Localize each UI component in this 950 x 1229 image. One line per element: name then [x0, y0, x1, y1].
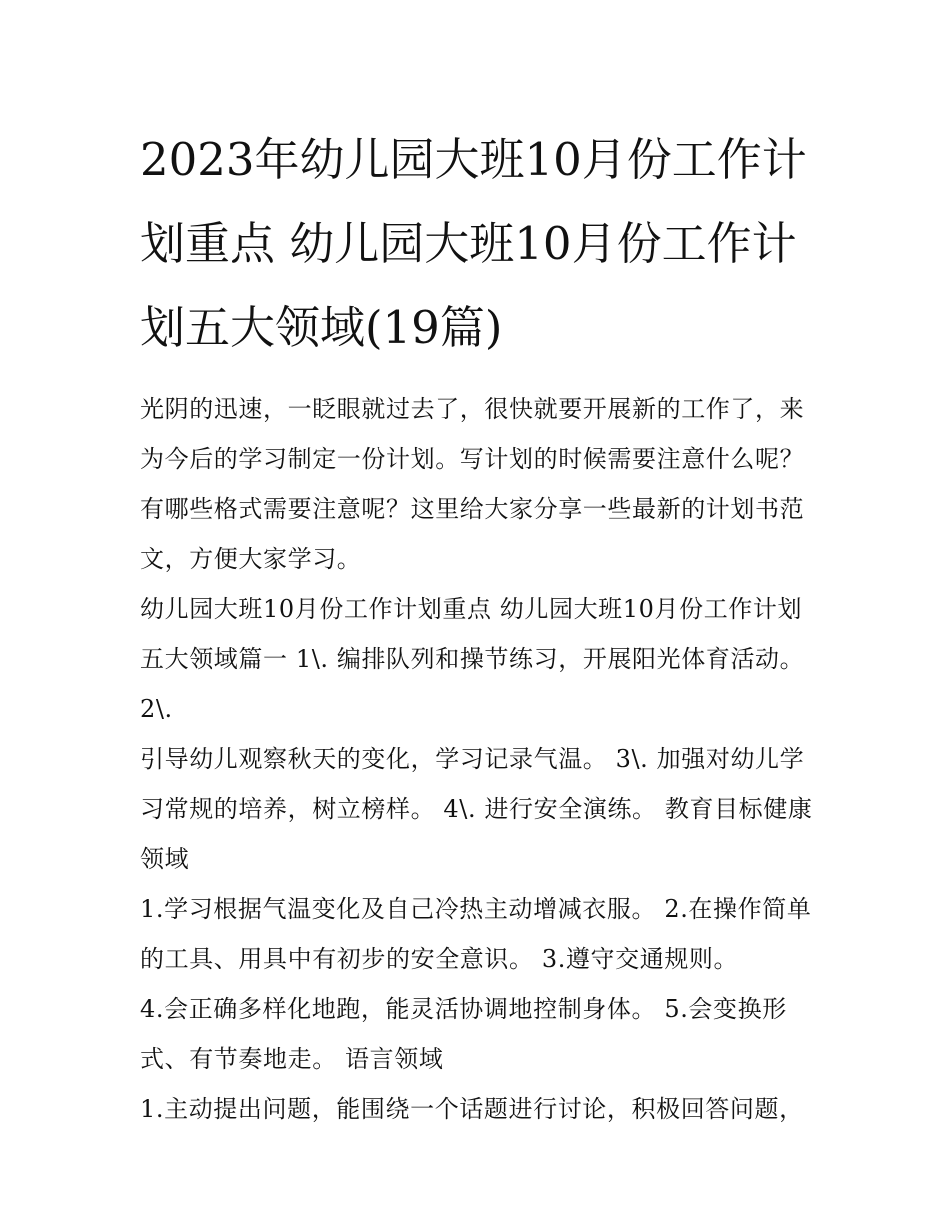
paragraph-health-1: 1.学习根据气温变化及自己冷热主动增减衣服。 2.在操作简单的工具、用具中有初步的安全意识。 3.遵守交通规则。 [140, 895, 812, 973]
paragraph-language-1: 1.主动提出问题，能围绕一个话题进行讨论，积极回答问题， [140, 1095, 804, 1123]
paragraph-health-2: 4.会正确多样化地跑，能灵活协调地控制身体。 5.会变换形式、有节奏地走。 语言领域 [140, 995, 787, 1073]
paragraph-intro: 光阴的迅速，一眨眼就过去了，很快就要开展新的工作了，来为今后的学习制定一份计划。写计划的时候需要注意什么呢？有哪些格式需要注意呢？这里给大家分享一些最新的计划书范文，方便大家学习。 [140, 395, 805, 573]
document-title: 2023年幼儿园大班10月份工作计划重点 幼儿园大班10月份工作计划五大领域(19篇) [140, 133, 807, 354]
document-page [140, 118, 820, 1134]
paragraph-goals: 引导幼儿观察秋天的变化，学习记录气温。 3\. 加强对幼儿学习常规的培养，树立榜样。 4\. 进行安全演练。 教育目标健康领域 [140, 745, 813, 873]
paragraph-section-one: 幼儿园大班10月份工作计划重点 幼儿园大班10月份工作计划五大领域篇一 1\. 编排队列和操节练习，开展阳光体育活动。 2\. [140, 595, 805, 723]
